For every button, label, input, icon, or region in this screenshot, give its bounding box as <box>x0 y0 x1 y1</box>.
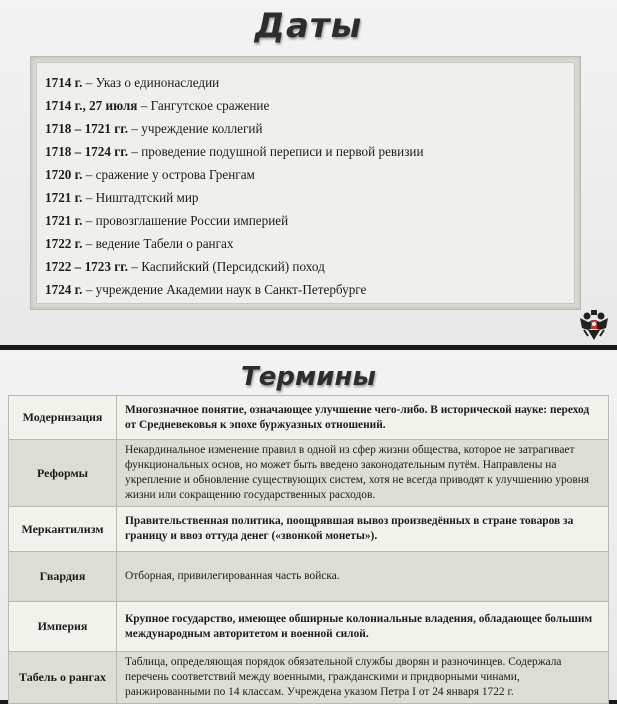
date-item: 1720 г. – сражение у острова Гренгам <box>45 167 255 182</box>
date-item: 1722 – 1723 гг. – Каспийский (Персидский) поход <box>45 259 325 274</box>
term-cell: Меркантилизм <box>9 507 117 552</box>
term-cell: Табель о рангах <box>9 652 117 704</box>
definition-cell: Многозначное понятие, означающее улучшение чего-либо. В исторической науке: переход от Средневековья к эпохе буржуазных отношений. <box>117 396 609 440</box>
term-cell: Гвардия <box>9 552 117 602</box>
date-item: 1722 г. – ведение Табели о рангах <box>45 236 234 251</box>
definition-cell: Правительственная политика, поощрявшая вывоз произведённых в стране товаров за границу и ввоз оттуда денег («звонкой монеты»). <box>117 507 609 552</box>
terms-slide <box>0 350 617 700</box>
table-row <box>9 507 609 552</box>
date-item: 1714 г., 27 июля – Гангутское сражение <box>45 98 270 113</box>
terms-title: Термины <box>241 362 376 392</box>
table-row <box>9 602 609 652</box>
table-row <box>9 652 609 704</box>
double-headed-eagle-icon <box>578 308 610 342</box>
date-item: 1714 г. – Указ о единонаследии <box>45 75 220 90</box>
date-item: 1718 – 1724 гг. – проведение подушной переписи и первой ревизии <box>45 144 424 159</box>
term-cell: Реформы <box>9 440 117 507</box>
definition-cell: Таблица, определяющая порядок обязательной службы дворян и разночинцев. Содержала перечень соответствий между военными, гражданскими и придворными чинами, ранжированными по 14 классам. Учреждена указом Петра I от 24 января 1722 г. <box>117 652 609 704</box>
dates-title: Даты <box>254 6 363 46</box>
date-item: 1721 г. – Ништадтский мир <box>45 190 199 205</box>
table-row <box>9 396 609 440</box>
table-row <box>9 552 609 602</box>
date-item: 1721 г. – провозглашение России империей <box>45 213 289 228</box>
terms-table <box>8 395 609 704</box>
term-cell: Империя <box>9 602 117 652</box>
definition-cell: Крупное государство, имеющее обширные колониальные владения, обладающее большим международным авторитетом и военной силой. <box>117 602 609 652</box>
definition-cell: Отборная, привилегированная часть войска. <box>117 552 609 602</box>
dates-list <box>36 62 575 304</box>
date-item: 1718 – 1721 гг. – учреждение коллегий <box>45 121 263 136</box>
definition-cell: Некардинальное изменение правил в одной из сфер жизни общества, которое не затрагивает функциональных основ, но может быть введено законодательным путём. Направлены на укрепление и обновление существующих систем, хотя не всегда приводят к улучшению уровня жизни или сокращению государственных расходов. <box>117 440 609 507</box>
dates-slide <box>0 0 617 345</box>
table-row <box>9 440 609 507</box>
term-cell: Модернизация <box>9 396 117 440</box>
dates-box <box>30 56 581 310</box>
date-item: 1724 г. – учреждение Академии наук в Санкт-Петербурге <box>45 282 367 297</box>
